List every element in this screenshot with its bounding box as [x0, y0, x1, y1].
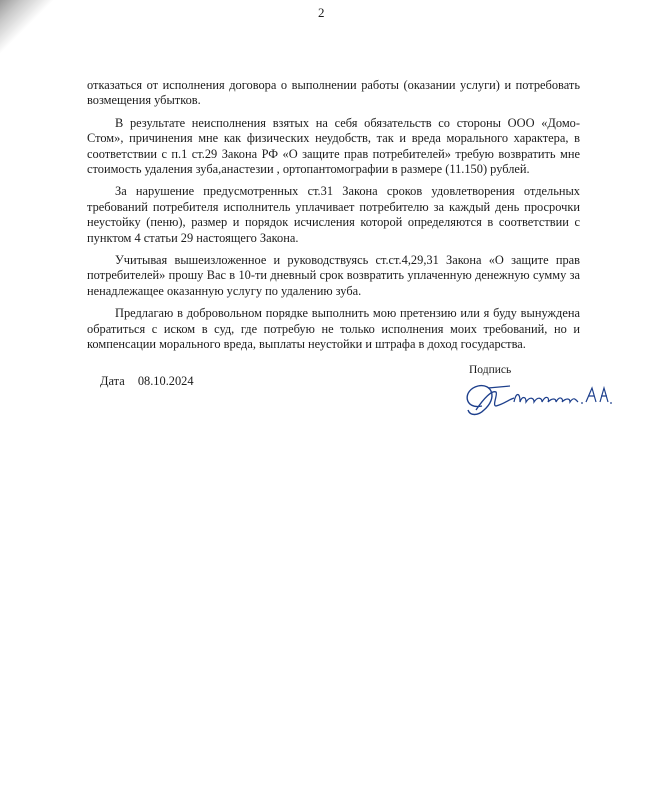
date-value: 08.10.2024 [137, 374, 194, 388]
handwritten-signature [458, 376, 618, 424]
paragraph-1: отказаться от исполнения договора о выполнении работы (оказании услуги) и потребовать возмещения убытков. [87, 78, 580, 108]
paragraph-2: В результате неисполнения взятых на себя обязательств со стороны ООО «Домо-Стом», причинения мне как физических неудобств, так и вреда морального характера, в соответствии с п.1 ст.29 Закона РФ «О защите прав потребителей» требую возвратить мне стоимость удаления зуба,анастезии , ортопантомографии в размере (11.150) рублей. [87, 115, 580, 177]
paragraph-5: Предлагаю в добровольном порядке выполнить мою претензию или я буду вынуждена обратиться с иском в суд, где потребую не только исполнения моих требований, но и компенсации морального вреда, выплаты неустойки и штрафа в доход государства. [87, 306, 580, 352]
date-line [100, 374, 194, 389]
scan-corner-shadow [0, 0, 60, 60]
date-label: Дата [100, 374, 125, 388]
letter-body [87, 78, 580, 360]
paragraph-3: За нарушение предусмотренных ст.31 Закона сроков удовлетворения отдельных требований потребителя исполнитель уплачивает потребителю за каждый день просрочки неустойку (пеню), размер и порядок исчисления которой определяются в соответствии с пунктом 4 статьи 29 настоящего Закона. [87, 184, 580, 245]
signature-label: Подпись [469, 364, 512, 376]
page-number: 2 [318, 5, 325, 20]
paragraph-4: Учитывая вышеизложенное и руководствуясь ст.ст.4,29,31 Закона «О защите прав потребителей» прошу Вас в 10-ти дневный срок возвратить уплаченную денежную сумму за ненадлежащее оказанную услугу по удалению зуба. [87, 253, 580, 298]
